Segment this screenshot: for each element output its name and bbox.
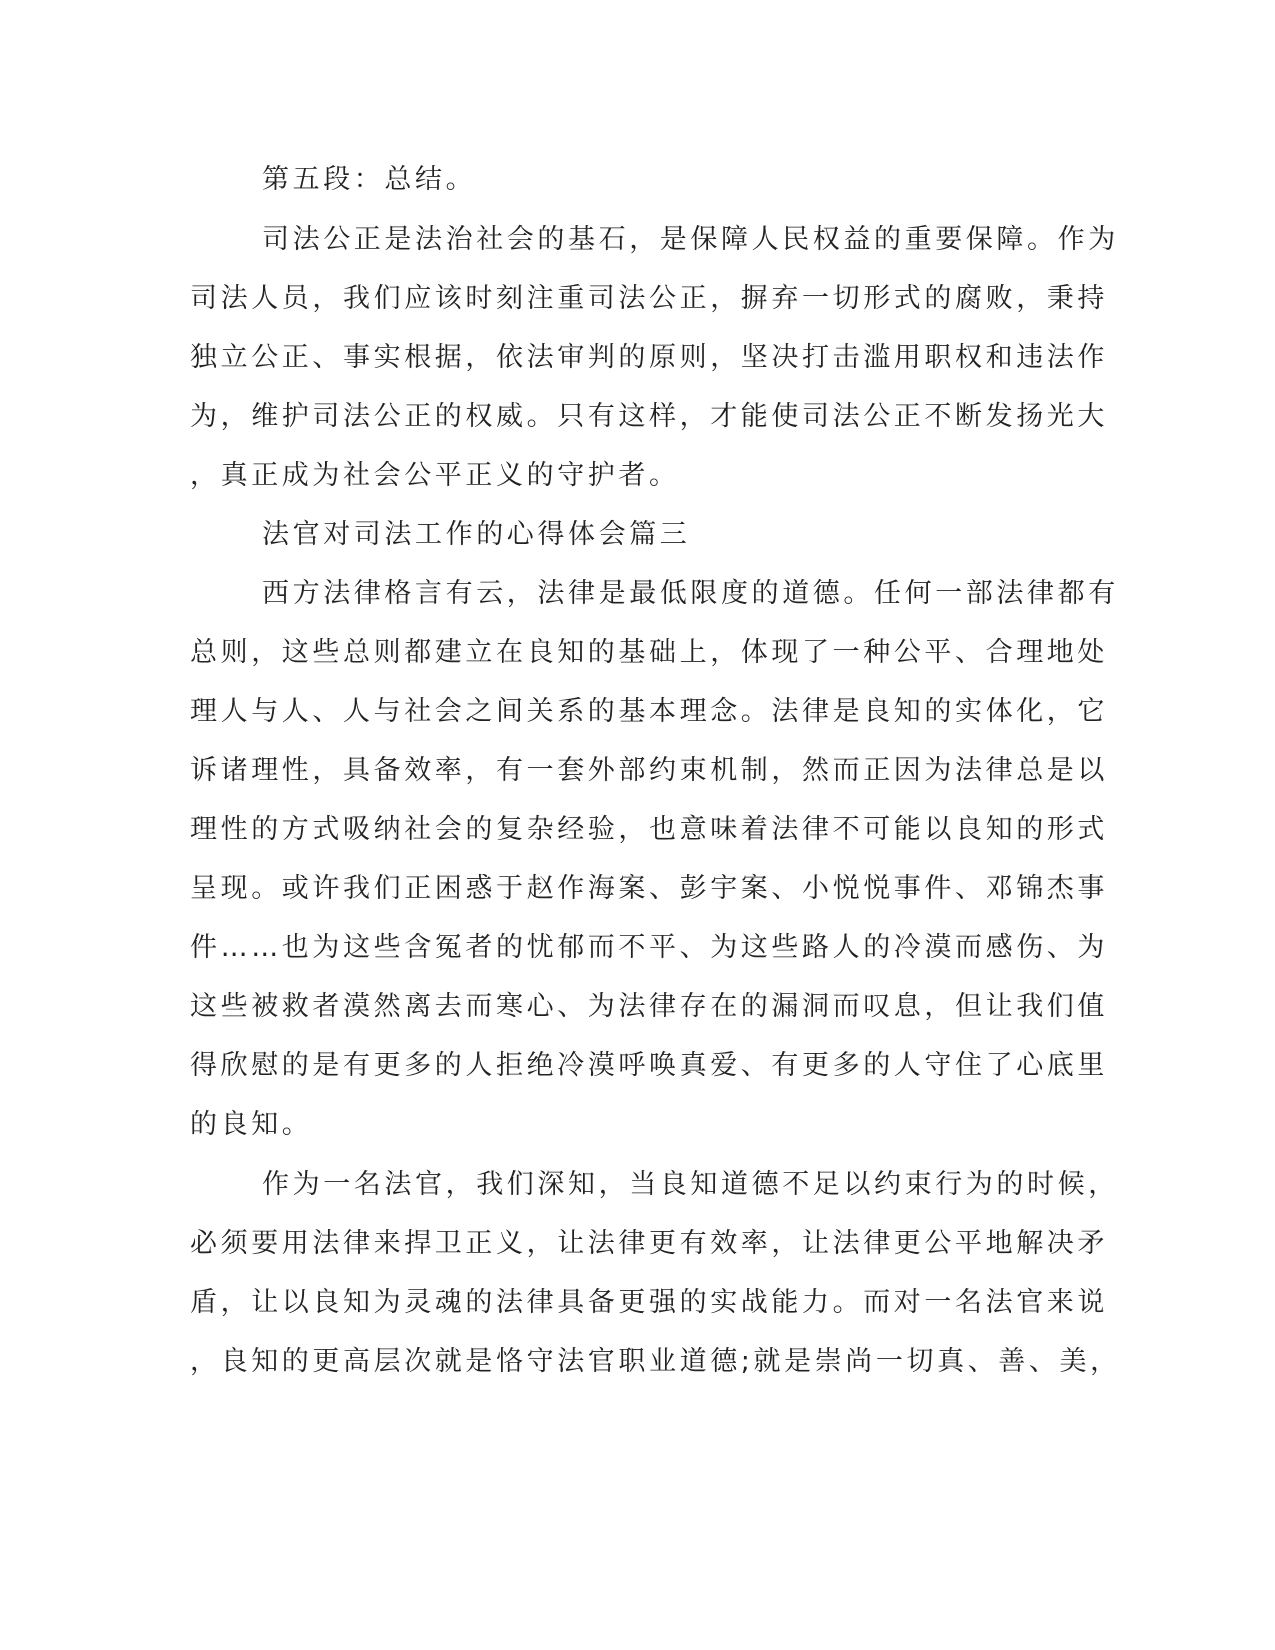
paragraph-line: 西方法律格言有云，法律是最低限度的道德。任何一部法律都有 <box>262 578 1119 609</box>
paragraph-line: 为，维护司法公正的权威。只有这样，才能使司法公正不断发扬光大 <box>190 401 1108 432</box>
paragraph-line: 这些被救者漠然离去而寒心、为法律存在的漏洞而叹息，但让我们值 <box>190 991 1108 1022</box>
paragraph-line: 司法公正是法治社会的基石，是保障人民权益的重要保障。作为 <box>262 224 1119 255</box>
paragraph-line: 司法人员，我们应该时刻注重司法公正，摒弃一切形式的腐败，秉持 <box>190 283 1108 314</box>
section-heading: 第五段：总结。 <box>262 164 477 195</box>
paragraph-line: 得欣慰的是有更多的人拒绝冷漠呼唤真爱、有更多的人守住了心底里 <box>190 1050 1108 1081</box>
paragraph-line: 总则，这些总则都建立在良知的基础上，体现了一种公平、合理地处 <box>190 637 1108 668</box>
paragraph-line: 盾，让以良知为灵魂的法律具备更强的实战能力。而对一名法官来说 <box>190 1287 1108 1318</box>
paragraph-line: ，真正成为社会公平正义的守护者。 <box>190 460 680 491</box>
paragraph-line: 呈现。或许我们正困惑于赵作海案、彭宇案、小悦悦事件、邓锦杰事 <box>190 873 1108 904</box>
paragraph-line: 独立公正、事实根据，依法审判的原则，坚决打击滥用职权和违法作 <box>190 342 1108 373</box>
paragraph-line: 理人与人、人与社会之间关系的基本理念。法律是良知的实体化，它 <box>190 696 1108 727</box>
paragraph-line: 的良知。 <box>190 1109 313 1140</box>
paragraph-line: 必须要用法律来捍卫正义，让法律更有效率，让法律更公平地解决矛 <box>190 1228 1108 1259</box>
paragraph-line: ，良知的更高层次就是恪守法官职业道德;就是崇尚一切真、善、美， <box>190 1346 1121 1377</box>
paragraph-line: 理性的方式吸纳社会的复杂经验，也意味着法律不可能以良知的形式 <box>190 814 1108 845</box>
paragraph-line: 诉诸理性，具备效率，有一套外部约束机制，然而正因为法律总是以 <box>190 755 1108 786</box>
paragraph-line: 作为一名法官，我们深知，当良知道德不足以约束行为的时候， <box>262 1169 1119 1200</box>
paragraph-line: 件……也为这些含冤者的忧郁而不平、为这些路人的冷漠而感伤、为 <box>190 932 1108 963</box>
article-title: 法官对司法工作的心得体会篇三 <box>262 519 691 550</box>
